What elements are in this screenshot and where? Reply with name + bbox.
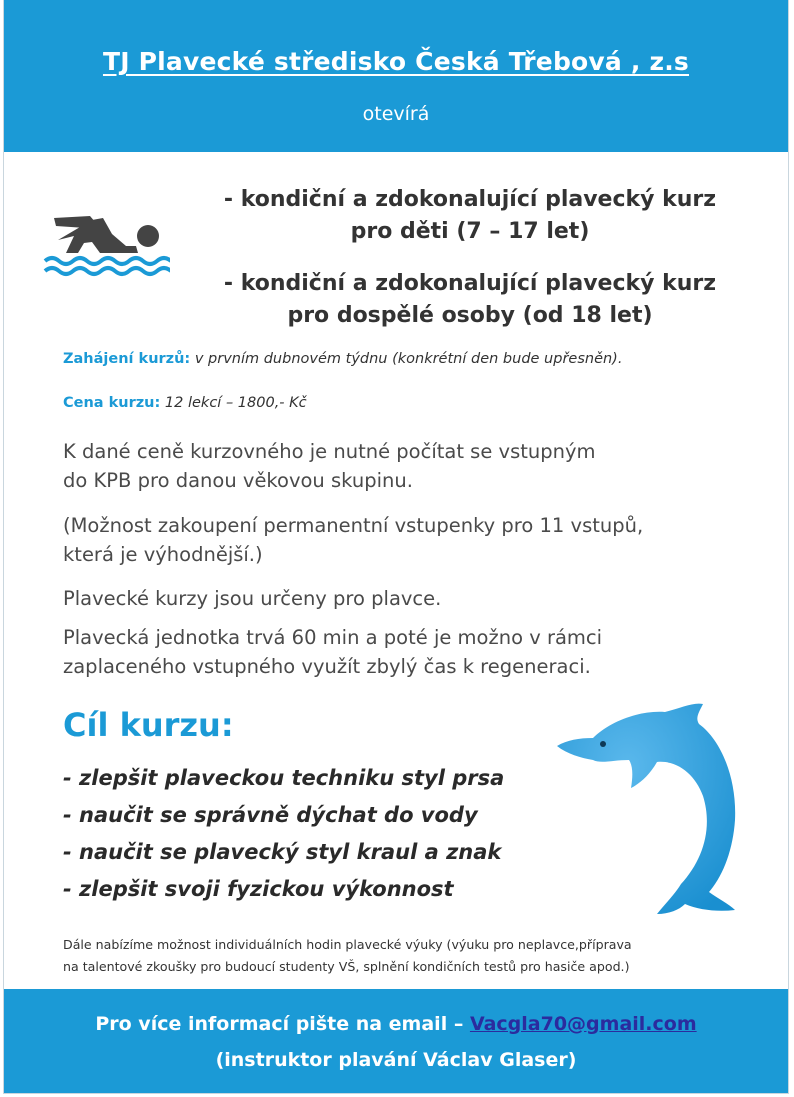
individual-lessons-note [63, 934, 763, 978]
paragraph-lesson-duration [63, 623, 763, 681]
course-children [185, 184, 755, 248]
course-start-value: v prvním dubnovém týdnu (konkrétní den bude upřesněn). [194, 351, 623, 367]
email-link[interactable]: Vacgla70@gmail.com [469, 1013, 697, 1035]
goal-item: - zlepšit svoji fyzickou výkonnost [63, 877, 454, 901]
note-line1: Dále nabízíme možnost individuálních hodin plavecké výuky (výuku pro neplavce,příprava [63, 937, 632, 952]
course-children-line2: pro děti (7 – 17 let) [350, 219, 590, 244]
note-line2: na talentové zkoušky pro budoucí studenty VŠ, splnění kondičních testů pro hasiče apod.) [63, 959, 630, 974]
page-title: TJ Plavecké středisko Česká Třebová , z.s [102, 47, 690, 76]
goals-list [63, 760, 504, 908]
paragraph-lesson-duration-line2: zaplaceného vstupného využít zbylý čas k regeneraci. [63, 655, 591, 678]
swimmer-icon [40, 206, 170, 278]
paragraph-for-swimmers [63, 584, 763, 613]
course-children-line1: - kondiční a zdokonalující plavecký kurz [223, 187, 717, 212]
paragraph-entry-fee-line2: do KPB pro danou věkovou skupinu. [63, 469, 413, 492]
paragraph-permanent-ticket-line2: která je výhodnější.) [63, 543, 263, 566]
dolphin-icon [553, 700, 743, 915]
paragraph-entry-fee [63, 437, 763, 495]
page-subtitle: otevírá [362, 103, 430, 125]
goals-title: Cíl kurzu: [63, 706, 234, 744]
course-adults-line1: - kondiční a zdokonalující plavecký kurz [223, 271, 717, 296]
course-start-label: Zahájení kurzů: [63, 351, 191, 367]
contact-footer [4, 989, 788, 1093]
goal-item: - zlepšit plaveckou techniku styl prsa [63, 766, 505, 790]
contact-prefix: Pro více informací pište na email – [95, 1013, 470, 1035]
paragraph-entry-fee-line1: K dané ceně kurzovného je nutné počítat se vstupným [63, 440, 596, 463]
paragraph-permanent-ticket-line1: (Možnost zakoupení permanentní vstupenky pro 11 vstupů, [63, 514, 644, 537]
course-start-info [63, 351, 622, 367]
contact-line [4, 1013, 788, 1035]
course-adults [185, 268, 755, 332]
course-price-label: Cena kurzu: [63, 395, 161, 411]
goal-item: - naučit se plavecký styl kraul a znak [63, 840, 502, 864]
header-banner [4, 0, 788, 152]
course-price-value: 12 lekcí – 1800,- Kč [164, 395, 307, 411]
course-adults-line2: pro dospělé osoby (od 18 let) [287, 303, 653, 328]
course-price-info [63, 395, 307, 411]
instructor-name: (instruktor plavání Václav Glaser) [215, 1049, 577, 1071]
paragraph-for-swimmers-line1: Plavecké kurzy jsou určeny pro plavce. [63, 587, 442, 610]
paragraph-lesson-duration-line1: Plavecká jednotka trvá 60 min a poté je možno v rámci [63, 626, 603, 649]
goal-item: - naučit se správně dýchat do vody [63, 803, 478, 827]
paragraph-permanent-ticket [63, 511, 763, 569]
